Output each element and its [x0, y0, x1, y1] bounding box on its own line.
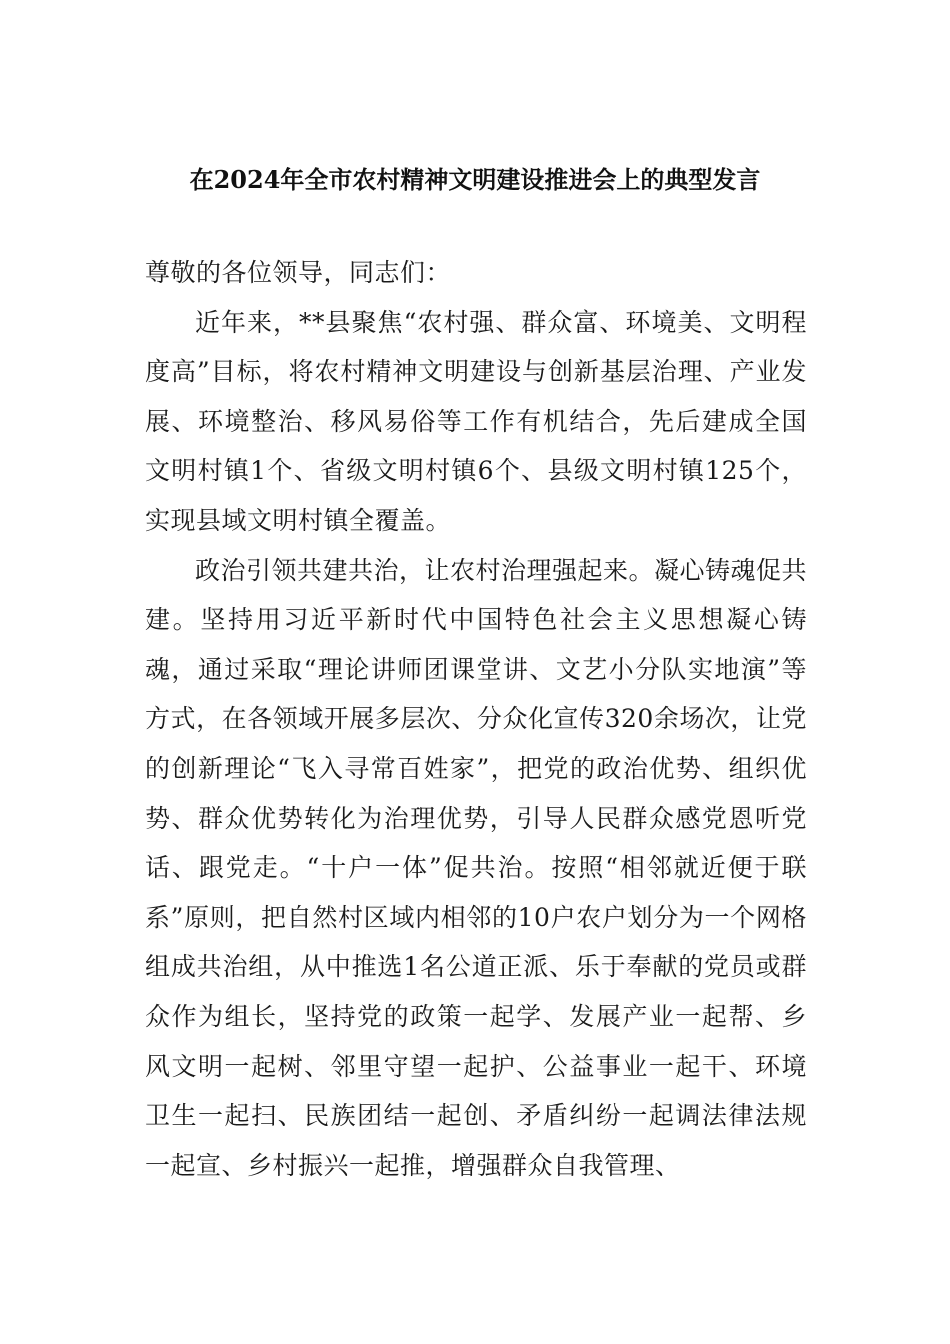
salutation: 尊敬的各位领导，同志们： — [145, 258, 452, 287]
paragraph-intro: 近年来，**县聚焦“农村强、群众富、环境美、文明程度高”目标，将农村精神文明建设与创新基层治理、产业发展、环境整治、移风易俗等工作有机结合，先后建成全国文明村镇1个、省级文明村镇6个、县级文明村镇125个，实现县域文明村镇全覆盖。 — [145, 307, 807, 535]
paragraph-political-leadership: 政治引领共建共治，让农村治理强起来。凝心铸魂促共建。坚持用习近平新时代中国特色社会主义思想凝心铸魂，通过采取“理论讲师团课堂讲、文艺小分队实地演”等方式，在各领域开展多层次、分众化宣传320余场次，让党的创新理论“飞入寻常百姓家”，把党的政治优势、组织优势、群众优势转化为治理优势，引导人民群众感党恩听党话、跟党走。“十户一体”促共治。按照“相邻就近便于联系”原则，把自然村区域内相邻的10户农户划分为一个网格组成共治组，从中推选1名公道正派、乐于奉献的党员或群众作为组长，坚持党的政策一起学、发展产业一起帮、乡风文明一起树、邻里守望一起护、公益事业一起干、环境卫生一起扫、民族团结一起创、矛盾纠纷一起调法律法规一起宣、乡村振兴一起推，增强群众自我管理、 — [145, 555, 808, 1180]
document-body — [145, 248, 807, 1190]
document-title: 在2024年全市农村精神文明建设推进会上的典型发言 — [189, 165, 761, 194]
